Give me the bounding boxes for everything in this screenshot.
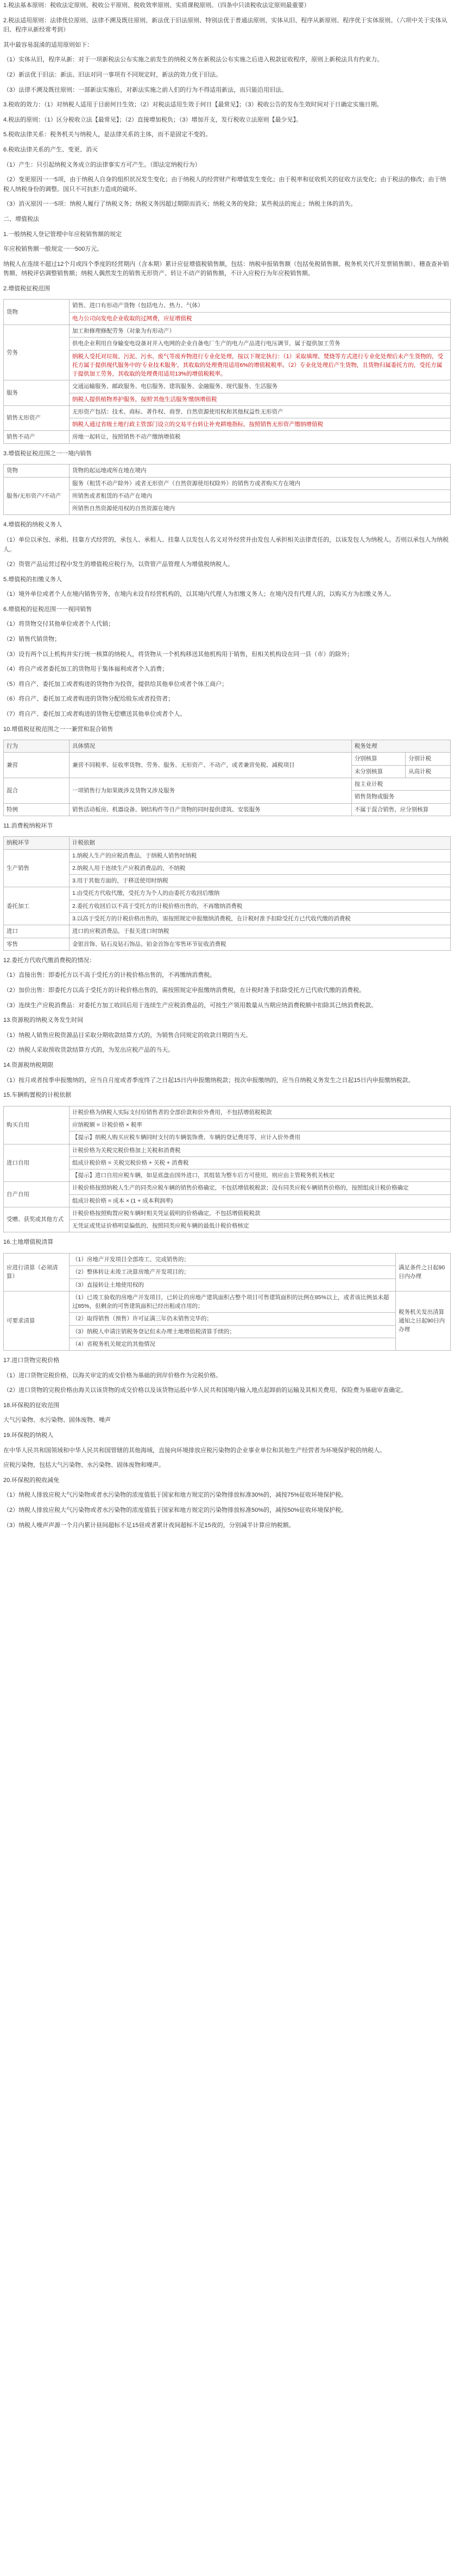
table-title: 11.消费税纳税环节 [3, 822, 53, 829]
table-row [4, 778, 451, 791]
para: （6）将自产、委托加工或者购进的货物分配给股东或者投资者； [3, 696, 174, 703]
row-header: 委托加工 [4, 887, 70, 925]
row-header: 购买自用 [4, 1106, 70, 1144]
cell: 组成计税价格 = 成本 × (1 + 成本利润率) [70, 1194, 451, 1207]
para: 大气污染物、水污染物、固体废物、噪声 [3, 1417, 111, 1424]
para: 年应税销售额一般规定一一500万元。 [3, 246, 103, 253]
table-row [4, 300, 451, 312]
cell: 3.以高于受托方的计税价格出售的，需按照规定申报缴纳消费税，在计税时准予扣除受托方已代收代缴的消费税 [70, 913, 451, 925]
cell: 1.纳税人生产的应税消费品，于纳税人销售时纳税 [70, 849, 451, 862]
cell: （3）纳税人申请注销税务登记但未办理土地增值税清算手续的； [70, 1325, 396, 1338]
table-row [4, 1194, 451, 1207]
table-row [4, 925, 451, 938]
cell: 税务机关发出清算通知之日起90日内办理 [396, 1291, 451, 1350]
table-title: 16.土地增值税清算 [3, 1239, 54, 1246]
cell: 无凭证或凭证价格明显偏低的，按照同类应税车辆的最低计税价格核定 [70, 1220, 451, 1232]
para: 5.增值税的扣缴义务人 [3, 576, 62, 583]
column-header: 行为 [4, 740, 70, 753]
table-header-row [4, 740, 451, 753]
cell: （2）取得销售（预售）许可证满三年仍未销售完毕的； [70, 1313, 396, 1325]
row-header: 兼营 [4, 753, 70, 778]
row-header: 劳务 [4, 325, 70, 380]
table-row [4, 1131, 451, 1144]
para: （1）纳税人排放应税大气污染物或者水污染物的浓度值低于国家和地方规定的污染物排放标准30%的，减按75%征收环境保护税。 [3, 1492, 348, 1499]
table-row [4, 338, 451, 350]
table-row [4, 393, 451, 405]
row-header: 混合 [4, 778, 70, 804]
vehicle-tax-table [3, 1106, 451, 1233]
para: （3）法律不溯及既往原则：一部新法实施后，对新法实施之前人们的行为不得适用新法，而只能沿用旧法。 [3, 86, 288, 93]
row-header: 零售 [4, 938, 70, 950]
table-title: 15.车辆购置税的计税依据 [3, 1092, 72, 1099]
table-row [4, 1253, 451, 1265]
table-row [4, 1291, 451, 1313]
para: （1）实体从旧，程序从新：对于一项新税法公布实施之前发生的纳税义务在新税法公布实施之后进入税款征收程序，原则上新税法具有约束力。 [3, 56, 383, 63]
table-header-row [4, 837, 451, 849]
table-row [4, 1313, 451, 1325]
table-row [4, 418, 451, 431]
cell: 服务（租赁不动产除外）或者无形资产（自然资源使用权除外）的销售方或者购买方在境内 [70, 477, 451, 489]
cell: 1.由受托方代收代缴，受托方为个人的由委托方收回后缴纳 [70, 887, 451, 900]
para: （3）设有两个以上机构并实行统一核算的纳税人，将货物从一个机构移送其他机构用于销售，但相关机构设在同一县（市）的除外； [3, 651, 354, 658]
cell: 纳税人提供植物养护服务，按照'其他生活服务'缴纳增值税 [70, 393, 451, 405]
cell: 一项销售行为如果既涉及货物又涉及服务 [70, 778, 352, 804]
table-row [4, 1144, 451, 1156]
cell: 供电企业利用自身输变电设备对并入电网的企业自备电厂生产的电力产品进行电压调节，属于提供加工劳务 [70, 338, 451, 350]
mixed-sales-table [3, 740, 451, 816]
cell: 2.纳税人用于连续生产应税消费品的，不纳税 [70, 862, 451, 874]
table-row [4, 803, 451, 816]
table-row [4, 1220, 451, 1232]
para: 1.税法基本原则：税收法定原则、税收公平原则、税收效率原则、实质课税原则。（四条中只读税收法定原则最重要） [3, 2, 310, 9]
row-header: 受赠、获奖或其他方式 [4, 1207, 70, 1232]
cell: 纳税人受托对垃圾、污泥、污水、废气等废弃物进行专业化处理，按以下规定执行：（1）采取填埋、焚烧等方式进行专业化处理后未产生货物的，受托方属于提供现代服务中的'专业技术服务'，其收取的处理费用适用6%的增值税税率。（2）专业化处理后产生货物，且货物归属委托方的，受托方属于提供加工劳务，其收取的处理费用适用13%的增值税税率。 [70, 350, 451, 380]
table-row [4, 405, 451, 418]
row-header: 应进行清算（必须清算） [4, 1253, 70, 1291]
cell: 无形资产包括：技术、商标、著作权、商誉、自然资源使用权和其他权益性无形资产 [70, 405, 451, 418]
row-header: 进口自用 [4, 1144, 70, 1182]
cell: （2）整体转让未竣工决算房地产开发项目的； [70, 1266, 396, 1279]
cell: 计税价格按照纳税人生产的同类应税车辆的销售价格确定，不包括增值税税款；没有同类应税车辆销售价格的，按照组成计税价格确定 [70, 1182, 451, 1194]
para: （4）将自产或者委托加工的货物用于集体福利或者个人消费； [3, 666, 168, 673]
table-row [4, 1106, 451, 1118]
cell: 兼营不同税率、征收率货物、劳务、服务、无形资产、不动产，或者兼营免税、减税项目 [70, 753, 352, 778]
cell: 加工和修理修配劳务（对象为有形动产） [70, 325, 451, 338]
table-row [4, 900, 451, 912]
row-header: 特例 [4, 803, 70, 816]
cell: 计税价格按照购置应税车辆时相关凭证载明的价格确定，不包括增值税税款 [70, 1207, 451, 1219]
para: 6.税收法律关系的产生、变更、消灭 [3, 146, 98, 153]
row-header: 进口 [4, 925, 70, 938]
table-row [4, 875, 451, 887]
table-row [4, 862, 451, 874]
cell: 销售活动板房、机器设备、钢结构件等自产货物的同时提供建筑、安装服务 [70, 803, 352, 816]
table-row [4, 913, 451, 925]
consumption-tax-table [3, 836, 451, 950]
cell: 计税价格为纳税人实际支付给销售者的全部价款和价外费用，不包括增值税税款 [70, 1106, 451, 1118]
table-title: 2.增值税征税范围 [3, 285, 51, 292]
table-row [4, 477, 451, 489]
cell: 满足条件之日起90日内办理 [396, 1253, 451, 1291]
cell: 销售、进口有形动产货物（包括电力、热力、气体） [70, 300, 451, 312]
para: （5）将自产、委托加工或者购进的货物作为投资，提供给其他单位或者个体工商户； [3, 680, 228, 688]
cell: 不属于混合销售，应分别核算 [351, 803, 450, 816]
table-row [4, 753, 451, 765]
cell: 纳税人通过省级土地行政主管部门设立的交易平台转让补充耕地指标，按照销售无形资产缴纳增值税 [70, 418, 451, 431]
cell: 货物的起运地或所在地在境内 [70, 465, 451, 477]
para: 17.进口货物完税价格 [3, 1357, 60, 1364]
table-row [4, 849, 451, 862]
para: 13.资源税的纳税义务发生时间 [3, 1017, 84, 1024]
para: （2）纳税人排放应税大气污染物或者水污染物的浓度值低于国家和地方规定的污染物排放标准50%的，减按50%征收环境保护税。 [3, 1507, 348, 1514]
cell: 房地一起转让，按照销售不动产缴纳增值税 [70, 431, 451, 443]
table-row [4, 1266, 451, 1279]
row-header: 生产销售 [4, 849, 70, 887]
table-row [4, 1169, 451, 1182]
cell: 所销售自然资源使用权的自然资源在境内 [70, 503, 451, 515]
cell: 销售货物或服务 [351, 791, 450, 803]
cell: 进口的应税消费品，于报关进口时纳税 [70, 925, 451, 938]
table-row [4, 325, 451, 338]
column-header: 计税依据 [70, 837, 451, 849]
cell: 2.委托方收回后以不高于受托方的计税价格出售的，不再缴纳消费税 [70, 900, 451, 912]
para: （1）直接出售：即委托方以不高于受托方的计税价格出售的，不再缴纳消费税。 [3, 972, 216, 979]
para: 4.增值税的纳税义务人 [3, 521, 62, 529]
cell: （4）省税务机关规定的其他情况 [70, 1338, 396, 1350]
cell: 从高计税 [406, 765, 451, 778]
para: （2）变更原因一一5项，由于纳税人自身的组织状况发生变化；由于纳税人的经营财产和增值发生变化；由于税率和征收机关的征收方法变化；由于税法的修改；由于纳税人纳税身份的调整。国只不可抗拒力造成的破坏。 [3, 176, 446, 193]
row-header: 可要求清算 [4, 1291, 70, 1350]
para: （2）纳税人采取预收货款结算方式的，为发出应税产品的当天。 [3, 1047, 174, 1054]
para: （1）产生：只引起纳税义务成立的法律事实方可产生。（即法定纳税行为） [3, 161, 201, 168]
para: 4.税法的原则：（1）区分税收立法【最常见】；（2）直接增加税负；（3）增加开支，发行税收立法原则【最少见】。 [3, 116, 302, 123]
para: （1）境外单位或者个人在境内销售劳务，在境内未设有经营机构的，以其境内代理人为扣缴义务人；在境内没有代理人的，以购买方为扣缴义务人。 [3, 591, 395, 598]
para: 3.税收的效力：（1）对纳税人适用于目前何日生效；（2）对税法适用生效于何日【最常见】；（3）税收公告的发布生效时间对于日确定实施日期。 [3, 101, 383, 109]
row-header: 货物 [4, 465, 70, 477]
row-header: 服务/无形资产/不动产 [4, 477, 70, 515]
table-row [4, 350, 451, 380]
para: 6.增值税的征税范围一一视同销售 [3, 606, 92, 613]
para: （2）销售代销货物； [3, 636, 61, 643]
table-row [4, 489, 451, 502]
para: （3）连续生产应税消费品：对委托方加工收回后用于连续生产应税消费品的，可按生产领用数量从当期应纳消费税额中扣除其已纳消费税款。 [3, 1002, 377, 1009]
para: （2）加价出售：即委托方以高于受托方的计税价格出售的，需按照规定申报缴纳消费税，在计税时准予扣除受托方已代收代缴的消费税。 [3, 987, 365, 994]
column-header: 纳税环节 [4, 837, 70, 849]
domestic-sales-table [3, 464, 451, 515]
cell: 分别核算 [351, 753, 405, 765]
para: （1）进口货物完税价格，以海关审定的成交价格为基础的到岸价格作为完税价格。 [3, 1372, 222, 1379]
section-heading: 二、增值税法 [3, 215, 39, 222]
cell: 组成计税价格 = 关税完税价格 + 关税 + 消费税 [70, 1156, 451, 1169]
cell: 电力公司向发电企业收取的过网费，应征增值税 [70, 312, 451, 325]
para: （2）进口货物的完税价格由海关以该货物的成交价格以及该货物运抵中华人民共和国境内输入地点起卸前的运输及其相关费用、保险费为基础审查确定。 [3, 1387, 407, 1394]
table-row [4, 1325, 451, 1338]
para: 5.税收法律关系：税务机关与纳税人，是法律关系的主体，而不是固定不变的。 [3, 131, 212, 138]
cell: 交通运输服务、邮政服务、电信服务、建筑服务、金融服务、现代服务、生活服务 [70, 380, 451, 393]
para: 在中华人民共和国领域和中华人民共和国管辖的其他海域，直接向环境排放应税污染物的企业事业单位和其他生产经营者为环境保护税的纳税人。 [3, 1447, 386, 1454]
table-row [4, 1119, 451, 1131]
table-row [4, 1156, 451, 1169]
column-header: 税务处理 [351, 740, 450, 753]
para: 其中最容易混淆的适用原则如下： [3, 41, 93, 48]
cell: 金银首饰、钻石及钻石饰品、铂金首饰在零售环节征收消费税 [70, 938, 451, 950]
cell: 所销售或者租赁的不动产在境内 [70, 489, 451, 502]
para: 12.委托方代收代缴消费税的情况： [3, 957, 96, 964]
table-row [4, 503, 451, 515]
column-header: 具体情况 [70, 740, 352, 753]
table-row [4, 1279, 451, 1291]
cell: 分别计税 [406, 753, 451, 765]
cell: 应纳税额 = 计税价格 × 税率 [70, 1119, 451, 1131]
para: （1）纳税人销售应税资源品目采取分期收款结算方式的，为销售合同规定的收款日期的当天。 [3, 1032, 252, 1039]
table-row [4, 312, 451, 325]
cell: 按主业计税 [351, 778, 450, 791]
para: 1.一般纳税人登记管理中年应税销售额的规定 [3, 231, 122, 238]
para: 应税污染物，包括大气污染物、水污染物、固体废物和噪声。 [3, 1462, 165, 1469]
para: （7）将自产、委托加工或者购进的货物无偿赠送其他单位或者个人。 [3, 711, 186, 718]
cell: 计税价格为关税完税价格加上关税和消费税 [70, 1144, 451, 1156]
para: （1）单位以承包、承租、挂靠方式经营的，承包人、承租人、挂靠人以发包人名义对外经营并由发包人承担相关法律责任的，以该发包人为纳税人。否则以承包人为纳税人。 [3, 536, 449, 553]
vat-scope-table [3, 299, 451, 443]
para: （1）将货物交付其他单位或者个人代销； [3, 621, 115, 628]
cell: 未分别核算 [351, 765, 405, 778]
para: 18.环保税的征收范围 [3, 1402, 60, 1409]
table-title: 10.增值税征税范围之一一兼营和混合销售 [3, 726, 114, 733]
row-header: 销售不动产 [4, 431, 70, 443]
table-row [4, 887, 451, 900]
para: （3）纳税人噪声声源一个月内累计昼间超标不足15昼或者累计夜间超标不足15夜的，分别减半计算应纳税额。 [3, 1522, 295, 1529]
cell: （1）已竣工验收的房地产开发项目，已转让的房地产建筑面积占整个项目可售建筑面积的比例在85%以上，或者该比例虽未超过85%，但剩余的可售建筑面积已经出租或自用的； [70, 1291, 396, 1313]
para: 纳税人在连续不超过12个月或四个季度的经营期内（含本期）累计应征增值税销售额，包括：纳税申报销售额（包括免税销售额、税务机关代开发票销售额）、稽查查补销售额、纳税评估调整销售额；纳税人偶然发生的销售无形资产、转让不动产的销售额，不计入应税行为年应税销售额。 [3, 260, 449, 277]
cell: 【提示】进口自用应税车辆，如是底盘由国外进口，其组装为整车后方可使用，则应由主管税务机关核定 [70, 1169, 451, 1182]
row-header: 服务 [4, 380, 70, 406]
para: （3）消灭原因一一5项：纳税人履行了纳税义务；纳税义务因超过期限而消灭；纳税义务的免除；某些税法的废止；纳税主体的消失。 [3, 201, 357, 208]
table-row [4, 380, 451, 393]
table-row [4, 1207, 451, 1219]
cell: （1）房地产开发项目全部竣工、完成销售的； [70, 1253, 396, 1265]
cell: （3）直接转让土地使用权的 [70, 1279, 396, 1291]
table-row [4, 1338, 451, 1350]
row-header: 自产自用 [4, 1182, 70, 1207]
para: （2）新法优于旧法：新法、旧法对同一事项有不同规定时，新法的效力优于旧法。 [3, 71, 222, 78]
para: （1）按月或者按季申报缴纳的，应当自月度或者季度终了之日起15日内申报缴纳税款；按次申报缴纳的，应当自纳税义务发生之日起15日内申报缴纳税款。 [3, 1077, 414, 1084]
table-row [4, 938, 451, 950]
para: 19.环保税的纳税人 [3, 1432, 54, 1439]
cell: 3.用于其他方面的，于移送使用时纳税 [70, 875, 451, 887]
para: 20.环保税的税收减免 [3, 1477, 60, 1484]
cell: 【提示】纳税人购买应税车辆同时支付的车辆装饰费、车辆的登记费用等，应计入价外费用 [70, 1131, 451, 1144]
table-row [4, 431, 451, 443]
table-title: 3.增值税征税范围之一一境内销售 [3, 450, 92, 457]
land-vat-clearing-table [3, 1253, 451, 1351]
para: 14.资源税纳税期限 [3, 1061, 54, 1068]
row-header: 货物 [4, 300, 70, 325]
table-row [4, 465, 451, 477]
row-header: 销售无形资产 [4, 405, 70, 431]
para: （2）资管产品运营过程中发生的增值税应税行为，以资管产品管理人为增值税纳税人。 [3, 561, 234, 568]
table-row [4, 1182, 451, 1194]
para: 2.税法适用原则：法律优位原则、法律不溯及既往原则、新法优于旧法原则、特别法优于普通法原则、实体从旧、程序从新原则、程序优于实体原则。（六项中关于实体从旧、程序从新经常考到） [3, 17, 447, 34]
